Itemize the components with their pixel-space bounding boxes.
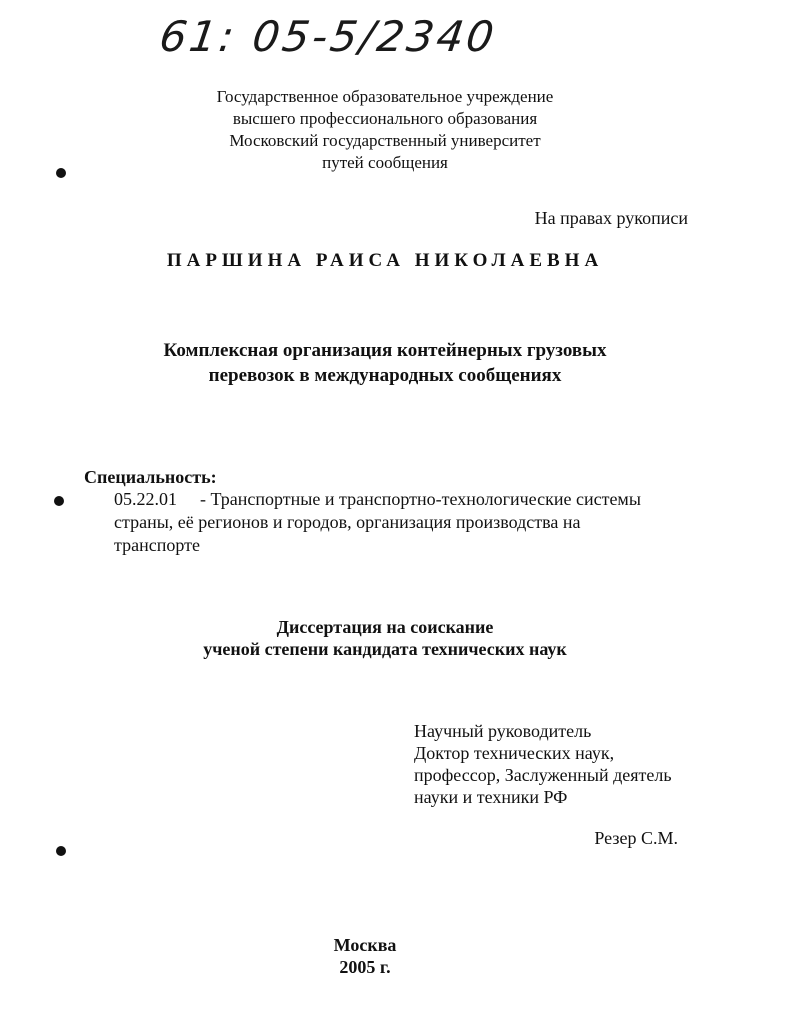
- year: 2005 г.: [339, 957, 391, 977]
- handwritten-archive-number: 61: 05-5/2340: [156, 12, 500, 61]
- institution-line: путей сообщения: [322, 153, 448, 172]
- rights-note: На правах рукописи: [534, 208, 688, 228]
- title-line: Комплексная организация контейнерных грузовых: [163, 340, 607, 361]
- supervisor-block: [414, 720, 672, 808]
- title-line: перевозок в международных сообщениях: [208, 365, 562, 386]
- dissertation-title: [120, 338, 650, 388]
- supervisor-name: Резер С.М.: [594, 828, 678, 848]
- supervisor-line: Доктор технических наук,: [414, 743, 615, 763]
- specialty-text-line: транспорте: [114, 535, 200, 555]
- punch-hole-mark: [54, 496, 64, 506]
- author-name: ПАРШИНА РАИСА НИКОЛАЕВНА: [166, 250, 604, 271]
- specialty-text-line: страны, её регионов и городов, организация производства на: [114, 512, 581, 532]
- specialty-text-line: - Транспортные и транспортно-технологические системы: [200, 489, 641, 509]
- specialty-label: Специальность:: [84, 467, 217, 487]
- supervisor-line: Научный руководитель: [414, 721, 592, 741]
- supervisor-line: профессор, Заслуженный деятель: [414, 765, 672, 785]
- institution-line: Московский государственный университет: [229, 131, 541, 150]
- degree-line: Диссертация на соискание: [276, 617, 494, 637]
- specialty-code: 05.22.01: [114, 489, 177, 509]
- city: Москва: [333, 935, 397, 955]
- degree-line: ученой степени кандидата технических наук: [203, 639, 567, 659]
- place-and-year: [290, 934, 440, 978]
- institution-line: высшего профессионального образования: [232, 109, 538, 128]
- supervisor-line: науки и техники РФ: [414, 787, 568, 807]
- institution-header: [150, 86, 620, 174]
- punch-hole-mark: [56, 168, 66, 178]
- punch-hole-mark: [56, 846, 66, 856]
- degree-statement: [150, 616, 620, 660]
- institution-line: Государственное образовательное учреждение: [216, 87, 554, 106]
